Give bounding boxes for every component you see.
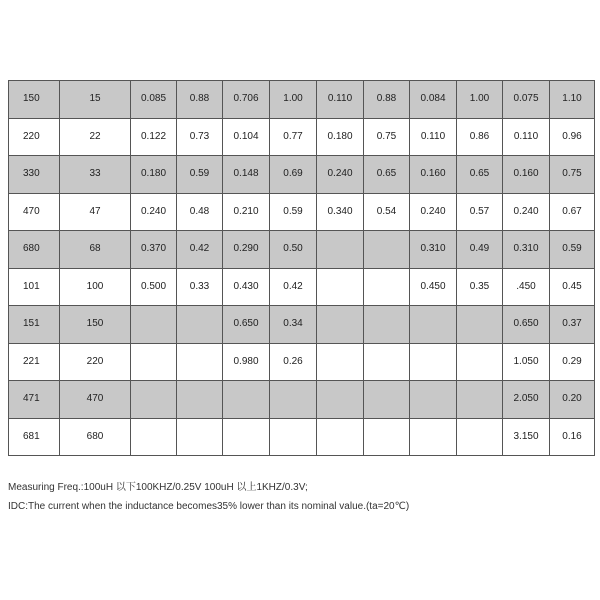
table-row — [9, 156, 595, 194]
table-cell — [223, 418, 270, 456]
table-cell — [177, 418, 223, 456]
table-row — [9, 193, 595, 231]
table-cell — [317, 381, 364, 419]
table-cell: 151 — [9, 306, 60, 344]
table-cell: 0.65 — [364, 156, 410, 194]
table-cell: 0.75 — [550, 156, 595, 194]
table-cell: 0.180 — [131, 156, 177, 194]
table-cell: 15 — [60, 81, 131, 119]
table-cell — [364, 418, 410, 456]
table-cell — [177, 343, 223, 381]
table-cell: 0.310 — [410, 231, 457, 269]
table-cell: 0.160 — [410, 156, 457, 194]
table-cell — [410, 381, 457, 419]
table-cell: 1.00 — [270, 81, 317, 119]
table-cell: 22 — [60, 118, 131, 156]
table-cell — [317, 418, 364, 456]
table-cell — [364, 306, 410, 344]
table-cell: 470 — [60, 381, 131, 419]
table-row — [9, 81, 595, 119]
table-cell: 0.26 — [270, 343, 317, 381]
notes — [8, 478, 596, 516]
table-cell: 0.88 — [177, 81, 223, 119]
table-cell: 0.160 — [503, 156, 550, 194]
table-cell: 0.180 — [317, 118, 364, 156]
table-cell — [457, 306, 503, 344]
table-cell: 0.59 — [177, 156, 223, 194]
table-cell: 0.67 — [550, 193, 595, 231]
table-cell — [131, 381, 177, 419]
table-cell: 0.16 — [550, 418, 595, 456]
table-cell — [177, 381, 223, 419]
table-cell: 33 — [60, 156, 131, 194]
table-cell: 3.150 — [503, 418, 550, 456]
table-cell — [131, 343, 177, 381]
table-cell: 0.240 — [410, 193, 457, 231]
table-cell: 0.59 — [550, 231, 595, 269]
table-cell — [364, 381, 410, 419]
table-cell: 0.650 — [223, 306, 270, 344]
table-cell: 0.370 — [131, 231, 177, 269]
table-cell: 0.980 — [223, 343, 270, 381]
table-cell — [364, 343, 410, 381]
table-cell: 0.310 — [503, 231, 550, 269]
table-row — [9, 268, 595, 306]
table-cell: 0.42 — [177, 231, 223, 269]
table-cell: 1.10 — [550, 81, 595, 119]
table-cell: 0.122 — [131, 118, 177, 156]
table-cell: 0.110 — [317, 81, 364, 119]
table-cell: 1.00 — [457, 81, 503, 119]
table-cell — [270, 381, 317, 419]
table-cell: 150 — [60, 306, 131, 344]
table-cell — [410, 418, 457, 456]
table-cell: 0.290 — [223, 231, 270, 269]
table-cell: 220 — [9, 118, 60, 156]
table-cell — [364, 268, 410, 306]
table-cell: 0.86 — [457, 118, 503, 156]
table-row — [9, 381, 595, 419]
table-cell — [131, 418, 177, 456]
table-cell: 0.73 — [177, 118, 223, 156]
table-cell — [270, 418, 317, 456]
idc-note: IDC:The current when the inductance becomes35% lower than its nominal value.(ta=20℃) — [8, 501, 410, 512]
table-cell: 0.50 — [270, 231, 317, 269]
table-cell — [177, 306, 223, 344]
table-cell: .450 — [503, 268, 550, 306]
table-cell: 68 — [60, 231, 131, 269]
table-cell: 220 — [60, 343, 131, 381]
table-cell: 150 — [9, 81, 60, 119]
table-cell: 0.65 — [457, 156, 503, 194]
measuring-note: Measuring Freq.:100uH 以下100KHZ/0.25V 100uH 以上1KHZ/0.3V; — [8, 482, 308, 493]
table-cell: 0.240 — [317, 156, 364, 194]
table-cell: 2.050 — [503, 381, 550, 419]
table-cell: 0.084 — [410, 81, 457, 119]
table-row — [9, 343, 595, 381]
table-row — [9, 231, 595, 269]
table-cell: 0.88 — [364, 81, 410, 119]
table-cell: 0.35 — [457, 268, 503, 306]
table-row — [9, 418, 595, 456]
table-cell: 0.42 — [270, 268, 317, 306]
table-cell — [457, 381, 503, 419]
table-cell: 0.96 — [550, 118, 595, 156]
table-cell: 0.110 — [410, 118, 457, 156]
table-cell: 0.706 — [223, 81, 270, 119]
table-cell: 0.240 — [131, 193, 177, 231]
table-cell: 0.59 — [270, 193, 317, 231]
table-cell — [457, 418, 503, 456]
table-cell: 0.37 — [550, 306, 595, 344]
table-cell: 0.500 — [131, 268, 177, 306]
table-cell: 100 — [60, 268, 131, 306]
table-cell — [364, 231, 410, 269]
table-cell: 0.450 — [410, 268, 457, 306]
table-cell: 221 — [9, 343, 60, 381]
table-cell: 0.075 — [503, 81, 550, 119]
table-cell: 0.29 — [550, 343, 595, 381]
table-cell: 0.430 — [223, 268, 270, 306]
table-cell — [131, 306, 177, 344]
table-cell: 0.48 — [177, 193, 223, 231]
table-body — [9, 81, 595, 456]
table-cell: 0.240 — [503, 193, 550, 231]
table-cell — [317, 268, 364, 306]
table-cell: 0.148 — [223, 156, 270, 194]
table-cell — [410, 343, 457, 381]
table-cell: 47 — [60, 193, 131, 231]
table-cell: 471 — [9, 381, 60, 419]
table-cell: 680 — [9, 231, 60, 269]
table-cell — [410, 306, 457, 344]
table-cell: 0.340 — [317, 193, 364, 231]
inductor-spec-table — [8, 80, 595, 456]
table-cell — [317, 231, 364, 269]
table-cell — [317, 306, 364, 344]
table-row — [9, 306, 595, 344]
table-cell: 0.34 — [270, 306, 317, 344]
table-cell: 0.77 — [270, 118, 317, 156]
table-cell: 0.33 — [177, 268, 223, 306]
table-cell: 0.45 — [550, 268, 595, 306]
table-cell: 470 — [9, 193, 60, 231]
table-cell: 1.050 — [503, 343, 550, 381]
table-cell: 0.49 — [457, 231, 503, 269]
table-cell: 0.69 — [270, 156, 317, 194]
table-cell: 0.104 — [223, 118, 270, 156]
table-cell: 0.54 — [364, 193, 410, 231]
table-cell: 101 — [9, 268, 60, 306]
table-cell: 0.085 — [131, 81, 177, 119]
table-cell: 0.210 — [223, 193, 270, 231]
table-cell: 330 — [9, 156, 60, 194]
table-cell — [457, 343, 503, 381]
table-cell: 0.650 — [503, 306, 550, 344]
table-row — [9, 118, 595, 156]
table-cell — [317, 343, 364, 381]
table-cell: 0.20 — [550, 381, 595, 419]
table-cell: 0.110 — [503, 118, 550, 156]
table-cell: 0.75 — [364, 118, 410, 156]
table-cell — [223, 381, 270, 419]
table-cell: 680 — [60, 418, 131, 456]
table-cell: 0.57 — [457, 193, 503, 231]
table-cell: 681 — [9, 418, 60, 456]
